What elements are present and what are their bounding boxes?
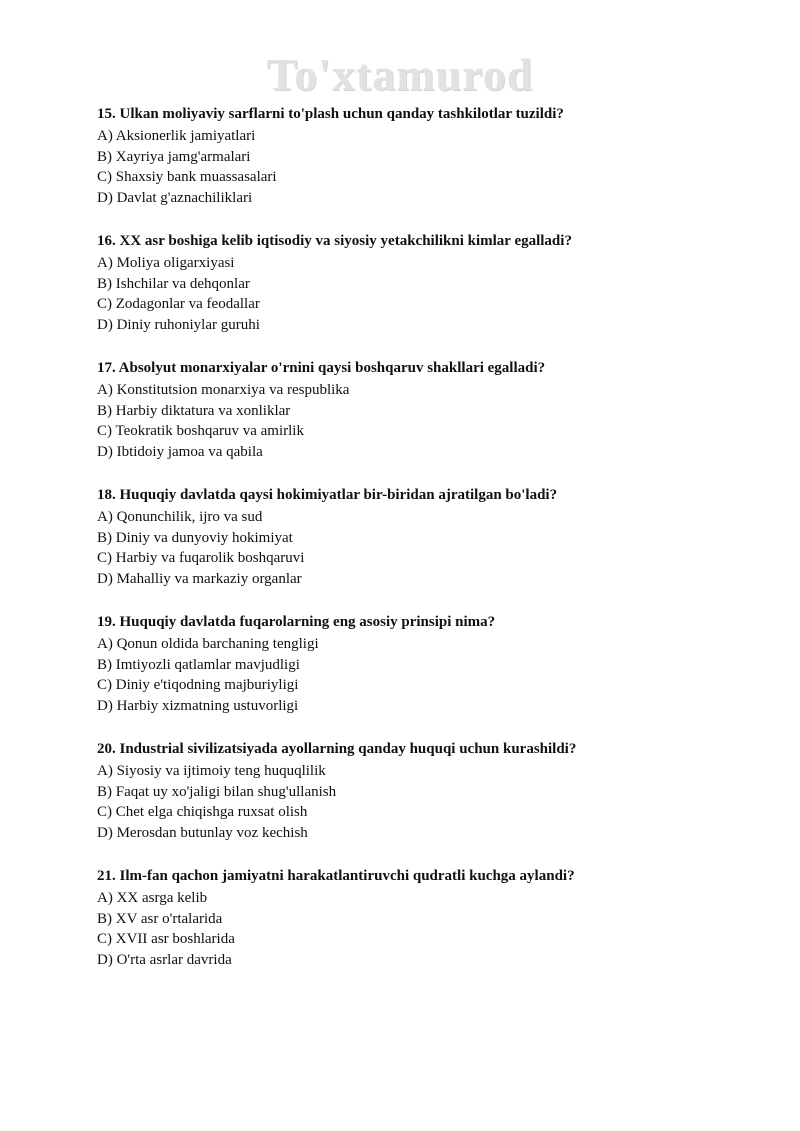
option-a: A) Moliya oligarxiyasi — [97, 255, 235, 271]
option-d: D) Ibtidoiy jamoa va qabila — [97, 443, 263, 460]
option-b: B) Xayriya jamg'armalari — [97, 148, 251, 165]
option-d: D) Mahalliy va markaziy organlar — [97, 570, 302, 587]
option-a: A) Siyosiy va ijtimoiy teng huquqlilik — [97, 763, 326, 779]
option-d: D) Diniy ruhoniylar guruhi — [97, 316, 260, 333]
option-list — [97, 380, 757, 462]
question-title: 16. XX asr boshiga kelib iqtisodiy va siyosiy yetakchilikni kimlar egalladi? — [97, 233, 572, 249]
option-b: B) Harbiy diktatura va xonliklar — [97, 402, 291, 419]
option-b: B) Diniy va dunyoviy hokimiyat — [97, 529, 293, 546]
option-a: A) XX asrga kelib — [97, 890, 208, 906]
question-title: 15. Ulkan moliyaviy sarflarni to'plash uchun qanday tashkilotlar tuzildi? — [97, 106, 564, 122]
option-b: B) XV asr o'rtalarida — [97, 910, 223, 927]
option-d: D) O'rta asrlar davrida — [97, 951, 232, 968]
question-title: 20. Industrial sivilizatsiyada ayollarning qanday huquqi uchun kurashildi? — [97, 741, 577, 757]
option-c: C) Shaxsiy bank muassasalari — [97, 169, 277, 185]
question-list — [97, 104, 757, 993]
question-title: 19. Huquqiy davlatda fuqarolarning eng asosiy prinsipi nima? — [97, 614, 496, 630]
question-17 — [97, 358, 757, 462]
question-15 — [97, 104, 757, 208]
watermark: To'xtamurod — [266, 49, 534, 100]
option-b: B) Faqat uy xo'jaligi bilan shug'ullanish — [97, 783, 337, 800]
question-title: 18. Huquqiy davlatda qaysi hokimiyatlar bir-biridan ajratilgan bo'ladi? — [97, 487, 558, 503]
option-b: B) Imtiyozli qatlamlar mavjudligi — [97, 656, 300, 673]
option-list — [97, 126, 757, 208]
option-a: A) Konstitutsion monarxiya va respublika — [97, 382, 350, 398]
question-16 — [97, 231, 757, 335]
option-b: B) Ishchilar va dehqonlar — [97, 275, 250, 292]
question-21 — [97, 866, 757, 970]
option-list — [97, 507, 757, 589]
option-list — [97, 888, 757, 970]
question-title: 17. Absolyut monarxiyalar o'rnini qaysi boshqaruv shakllari egalladi? — [97, 360, 546, 376]
option-d: D) Merosdan butunlay voz kechish — [97, 824, 308, 841]
option-c: C) Chet elga chiqishga ruxsat olish — [97, 804, 308, 820]
option-a: A) Qonun oldida barchaning tengligi — [97, 636, 319, 652]
option-a: A) Aksionerlik jamiyatlari — [97, 128, 256, 144]
option-c: C) Teokratik boshqaruv va amirlik — [97, 423, 304, 439]
question-title: 21. Ilm-fan qachon jamiyatni harakatlantiruvchi qudratli kuchga aylandi? — [97, 868, 575, 884]
option-d: D) Davlat g'aznachiliklari — [97, 189, 253, 206]
option-list — [97, 761, 757, 843]
option-list — [97, 253, 757, 335]
option-d: D) Harbiy xizmatning ustuvorligi — [97, 697, 299, 714]
question-18 — [97, 485, 757, 589]
question-19 — [97, 612, 757, 716]
option-c: C) Zodagonlar va feodallar — [97, 296, 260, 312]
option-a: A) Qonunchilik, ijro va sud — [97, 509, 263, 525]
question-20 — [97, 739, 757, 843]
option-c: C) Harbiy va fuqarolik boshqaruvi — [97, 550, 305, 566]
option-list — [97, 634, 757, 716]
option-c: C) XVII asr boshlarida — [97, 931, 235, 947]
option-c: C) Diniy e'tiqodning majburiyligi — [97, 677, 299, 693]
